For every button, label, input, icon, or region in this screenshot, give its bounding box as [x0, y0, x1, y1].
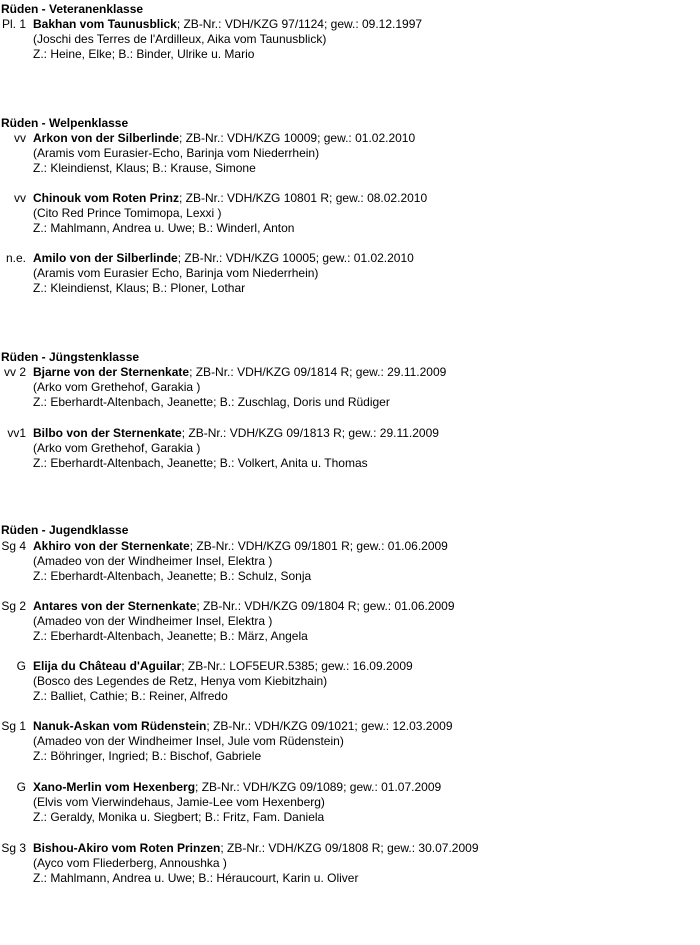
- entry-breeder-owner: Z.: Kleindienst, Klaus; B.: Krause, Simone: [33, 161, 256, 175]
- entry: [0, 539, 700, 584]
- entry-line-1: [33, 719, 453, 734]
- dog-name: Arkon von der Silberlinde: [33, 131, 180, 145]
- entry-rank: Pl. 1: [1, 17, 26, 31]
- dog-name: Bishou-Akiro vom Roten Prinzen: [33, 841, 221, 855]
- entry-line-1: [33, 365, 446, 380]
- entry-rank: vv: [14, 131, 26, 145]
- entry-line-1: [33, 251, 414, 266]
- registration-details: ; ZB-Nr.: VDH/KZG 10005; gew.: 01.02.2010: [177, 251, 414, 265]
- registration-details: ; ZB-Nr.: VDH/KZG 09/1804 R; gew.: 01.06.2009: [196, 599, 455, 613]
- entry: [0, 365, 700, 410]
- entry-rank: vv: [14, 191, 26, 205]
- entry-rank: G: [16, 659, 26, 673]
- entry-breeder-owner: Z.: Eberhardt-Altenbach, Jeanette; B.: Schulz, Sonja: [33, 569, 312, 583]
- registration-details: ; ZB-Nr.: VDH/KZG 09/1089; gew.: 01.07.2009: [195, 780, 442, 794]
- registration-details: ; ZB-Nr.: VDH/KZG 97/1124; gew.: 09.12.1997: [176, 17, 423, 31]
- entry: [0, 251, 700, 296]
- entry-breeder-owner: Z.: Mahlmann, Andrea u. Uwe; B.: Winderl, Anton: [33, 221, 295, 235]
- registration-details: ; ZB-Nr.: LOF5EUR.5385; gew.: 16.09.2009: [181, 659, 413, 673]
- section-heading-jugendklasse: Rüden - Jugendklasse: [1, 523, 129, 537]
- entry-parents: (Aramis vom Eurasier-Echo, Barinja vom Niederrhein): [33, 146, 320, 160]
- entry-rank: Sg 2: [1, 599, 26, 613]
- entry-rank: Sg 3: [1, 841, 26, 855]
- dog-name: Amilo von der Silberlinde: [33, 251, 178, 265]
- dog-name: Akhiro von der Sternenkate: [33, 539, 190, 553]
- section-heading-juengstenklasse: Rüden - Jüngstenklasse: [1, 350, 140, 364]
- registration-details: ; ZB-Nr.: VDH/KZG 09/1813 R; gew.: 29.11.2009: [181, 426, 439, 440]
- entry-breeder-owner: Z.: Eberhardt-Altenbach, Jeanette; B.: Volkert, Anita u. Thomas: [33, 456, 368, 470]
- entry: [0, 659, 700, 704]
- entry-rank: vv 2: [3, 365, 26, 379]
- registration-details: ; ZB-Nr.: VDH/KZG 09/1808 R; gew.: 30.07.2009: [220, 841, 479, 855]
- entry-line-1: [33, 841, 479, 856]
- entry: [0, 780, 700, 825]
- entry-parents: (Ayco vom Fliederberg, Annoushka ): [33, 856, 227, 870]
- entry-rank: Sg 1: [1, 719, 26, 733]
- section-heading-welpenklasse: Rüden - Welpenklasse: [1, 116, 129, 130]
- entry-rank: Sg 4: [1, 539, 26, 553]
- dog-name: Chinouk vom Roten Prinz: [33, 191, 180, 205]
- entry-line-1: [33, 539, 448, 554]
- entry-breeder-owner: Z.: Eberhardt-Altenbach, Jeanette; B.: März, Angela: [33, 629, 308, 643]
- dog-name: Bilbo von der Sternenkate: [33, 426, 182, 440]
- entry-line-1: [33, 191, 427, 206]
- entry-line-1: [33, 599, 455, 614]
- entry: [0, 841, 700, 886]
- dog-name: Antares von der Sternenkate: [33, 599, 197, 613]
- entry-breeder-owner: Z.: Heine, Elke; B.: Binder, Ulrike u. Mario: [33, 47, 255, 61]
- registration-details: ; ZB-Nr.: VDH/KZG 10009; gew.: 01.02.2010: [179, 131, 416, 145]
- entry-breeder-owner: Z.: Böhringer, Ingried; B.: Bischof, Gabriele: [33, 749, 262, 763]
- entry-parents: (Amadeo von der Windheimer Insel, Elektra ): [33, 614, 273, 628]
- entry: [0, 191, 700, 236]
- registration-details: ; ZB-Nr.: VDH/KZG 10801 R; gew.: 08.02.2010: [179, 191, 428, 205]
- entry: [0, 131, 700, 176]
- dog-name: Bakhan vom Taunusblick: [33, 17, 177, 31]
- entry-parents: (Aramis vom Eurasier Echo, Barinja vom Niederrhein): [33, 266, 319, 280]
- entry: [0, 599, 700, 644]
- entry: [0, 426, 700, 471]
- entry-parents: (Cito Red Prince Tomimopa, Lexxi ): [33, 206, 222, 220]
- entry-parents: (Amadeo von der Windheimer Insel, Jule vom Rüdenstein): [33, 734, 344, 748]
- entry: [0, 719, 700, 764]
- dog-name: Xano-Merlin vom Hexenberg: [33, 780, 196, 794]
- entry-line-1: [33, 426, 439, 441]
- entry-parents: (Arko vom Grethehof, Garakia ): [33, 441, 201, 455]
- entry-breeder-owner: Z.: Mahlmann, Andrea u. Uwe; B.: Héraucourt, Karin u. Oliver: [33, 871, 359, 885]
- registration-details: ; ZB-Nr.: VDH/KZG 09/1021; gew.: 12.03.2009: [206, 719, 453, 733]
- entry-breeder-owner: Z.: Geraldy, Monika u. Siegbert; B.: Fritz, Fam. Daniela: [33, 810, 325, 824]
- entry: [0, 17, 700, 62]
- registration-details: ; ZB-Nr.: VDH/KZG 09/1801 R; gew.: 01.06.2009: [189, 539, 448, 553]
- entry-parents: (Amadeo von der Windheimer Insel, Elektra ): [33, 554, 273, 568]
- entry-line-1: [33, 131, 415, 146]
- entry-parents: (Bosco des Legendes de Retz, Henya vom Kiebitzhain): [33, 674, 328, 688]
- entry-breeder-owner: Z.: Eberhardt-Altenbach, Jeanette; B.: Zuschlag, Doris und Rüdiger: [33, 395, 390, 409]
- section-heading-veteranenklasse: Rüden - Veteranenklasse: [1, 2, 144, 16]
- registration-details: ; ZB-Nr.: VDH/KZG 09/1814 R; gew.: 29.11.2009: [189, 365, 447, 379]
- entry-rank: vv1: [7, 426, 26, 440]
- entry-line-1: [33, 780, 441, 795]
- entry-line-1: [33, 659, 413, 674]
- entry-line-1: [33, 17, 422, 32]
- entry-parents: (Joschi des Terres de l'Ardilleux, Aika vom Taunusblick): [33, 32, 327, 46]
- entry-rank: n.e.: [5, 251, 26, 265]
- entry-parents: (Elvis vom Vierwindehaus, Jamie-Lee vom Hexenberg): [33, 795, 325, 809]
- dog-name: Bjarne von der Sternenkate: [33, 365, 190, 379]
- entry-breeder-owner: Z.: Balliet, Cathie; B.: Reiner, Alfredo: [33, 689, 228, 703]
- entry-rank: G: [16, 780, 26, 794]
- dog-name: Nanuk-Askan vom Rüdenstein: [33, 719, 207, 733]
- entry-breeder-owner: Z.: Kleindienst, Klaus; B.: Ploner, Lothar: [33, 281, 246, 295]
- entry-parents: (Arko vom Grethehof, Garakia ): [33, 380, 201, 394]
- dog-name: Elija du Château d'Aguilar: [33, 659, 182, 673]
